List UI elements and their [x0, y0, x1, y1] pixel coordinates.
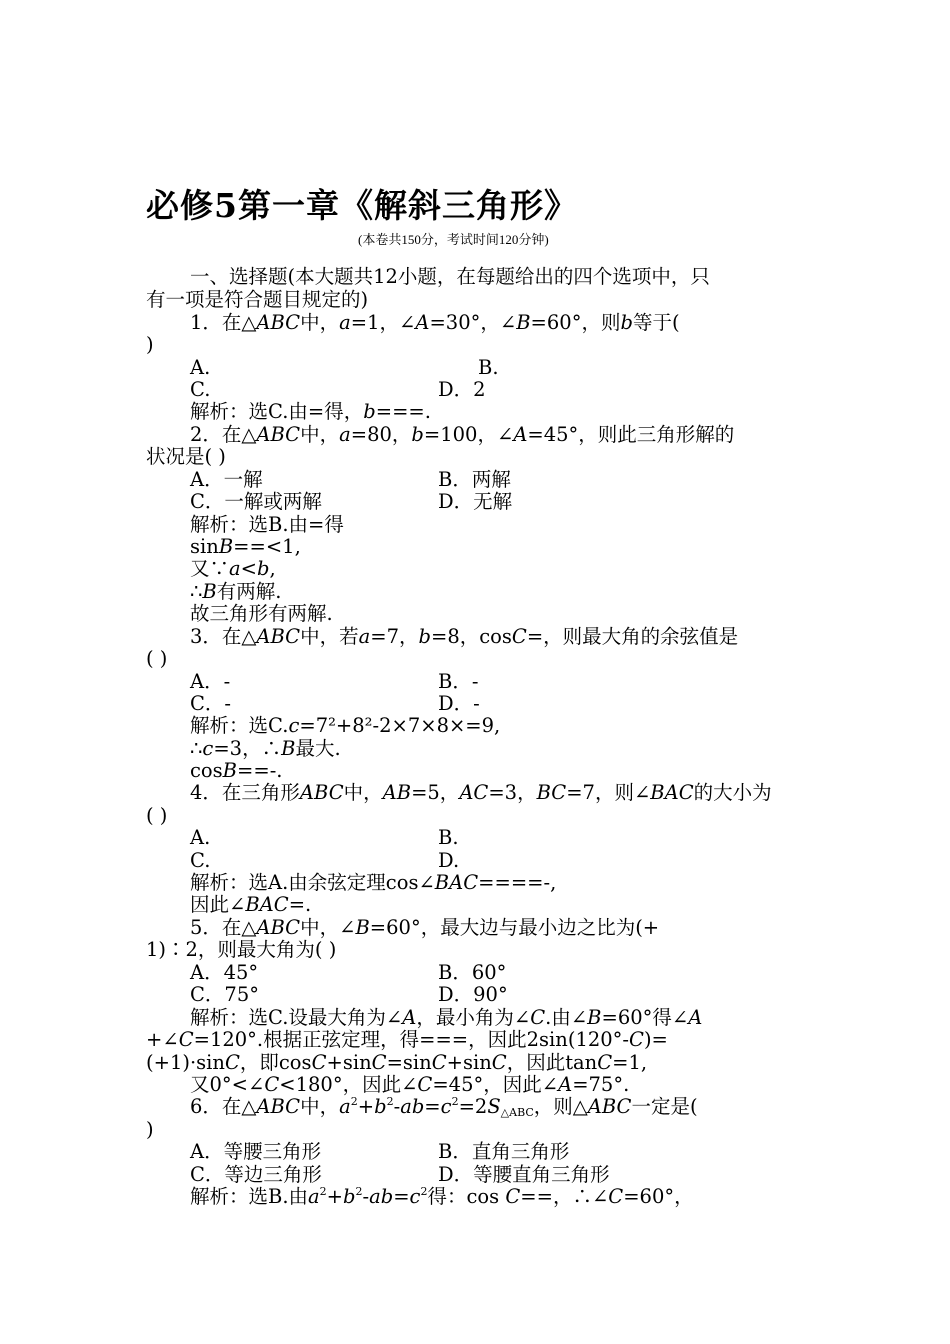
q1-stem: 1．在△ABC中，a=1，∠A=30°，∠B=60°，则b等于( [190, 311, 680, 334]
q5-solution-line4: 又0°<∠C<180°，因此∠C=45°，因此∠A=75°. [190, 1073, 630, 1096]
q1-stem-close: ) [146, 333, 154, 356]
q4-option-d: D. [438, 849, 460, 872]
q3-stem-line2: ( ) [146, 647, 168, 670]
q1-solution: 解析：选C.由=得，b===. [190, 400, 431, 423]
q2-solution-line4: ∴B有两解. [190, 580, 282, 603]
q4-solution-line1: 解析：选A.由余弦定理cos∠BAC====-, [190, 871, 557, 894]
q4-option-a: A. [190, 826, 211, 849]
q6-stem: 6．在△ABC中，$a^2+b^2-ab=c^2=2S_{\triangle ABC}$，则△ABC一定是( [190, 1095, 698, 1119]
q4-solution-line2: 因此∠BAC=. [190, 893, 312, 916]
q5-stem-line2: 1)∶2，则最大角为( ) [146, 938, 337, 961]
q4-option-b: B. [438, 826, 459, 849]
q2-option-a: A．一解 [190, 468, 263, 491]
q5-option-b: B．60° [438, 961, 507, 984]
q3-solution-line2: ∴c=3，∴B最大. [190, 737, 341, 760]
q4-stem-line2: ( ) [146, 804, 168, 827]
q3-stem: 3．在△ABC中，若a=7，b=8，cosC=，则最大角的余弦值是 [190, 625, 739, 648]
q5-solution-line3: (+1)·sinC，即cosC+sinC=sinC+sinC，因此tanC=1, [146, 1051, 648, 1074]
q6-stem-close: ) [146, 1118, 154, 1141]
q2-stem: 2．在△ABC中，a=80，b=100，∠A=45°，则此三角形解的 [190, 423, 735, 446]
q5-option-d: D．90° [438, 983, 508, 1006]
page-title: 必修5第一章《解斜三角形》 [146, 186, 578, 225]
q5-option-a: A．45° [190, 961, 259, 984]
q3-option-c: C．- [190, 692, 232, 715]
q2-stem-line2: 状况是( ) [146, 445, 226, 468]
q4-stem: 4．在三角形ABC中，AB=5，AC=3，BC=7，则∠BAC的大小为 [190, 781, 772, 804]
q3-option-a: A．- [190, 670, 231, 693]
q6-option-a: A．等腰三角形 [190, 1140, 322, 1163]
q5-option-c: C．75° [190, 983, 259, 1006]
q4-option-c: C. [190, 849, 211, 872]
q6-option-d: D．等腰直角三角形 [438, 1163, 610, 1186]
q1-option-b: B. [478, 356, 499, 379]
q3-solution-line1: 解析：选C.c=7²+8²-2×7×8×=9, [190, 714, 501, 737]
q1-option-a: A. [190, 356, 211, 379]
section-heading-line2: 有一项是符合题目规定的) [146, 288, 369, 311]
q2-solution-line1: 解析：选B.由=得 [190, 513, 344, 536]
q3-option-b: B．- [438, 670, 479, 693]
q2-solution-line3: 又∵a<b, [190, 557, 276, 580]
q2-solution-line5: 故三角形有两解. [190, 602, 333, 625]
q5-solution-line2: +∠C=120°.根据正弦定理，得===，因此2sin(120°-C)= [146, 1028, 668, 1051]
q3-solution-line3: cosB==-. [190, 759, 283, 782]
q6-solution: 解析：选B.由$a^2+b^2-ab=c^2$得：cos C==，∴∠C=60°， [190, 1185, 694, 1208]
q2-option-c: C．一解或两解 [190, 490, 322, 513]
section-heading-line1: 一、选择题(本大题共12小题，在每题给出的四个选项中，只 [190, 265, 710, 288]
q3-option-d: D．- [438, 692, 480, 715]
q2-solution-line2: sinB==<1, [190, 535, 301, 558]
q2-option-d: D．无解 [438, 490, 513, 513]
q1-option-d: D．2 [438, 378, 486, 401]
q5-stem: 5．在△ABC中，∠B=60°，最大边与最小边之比为(+ [190, 916, 660, 939]
q5-solution-line1: 解析：选C.设最大角为∠A，最小角为∠C.由∠B=60°得∠A [190, 1006, 703, 1029]
q6-option-c: C．等边三角形 [190, 1163, 322, 1186]
q1-option-c: C. [190, 378, 211, 401]
exam-subtitle: (本卷共150分，考试时间120分钟) [358, 232, 549, 247]
q6-option-b: B．直角三角形 [438, 1140, 570, 1163]
q2-option-b: B．两解 [438, 468, 511, 491]
